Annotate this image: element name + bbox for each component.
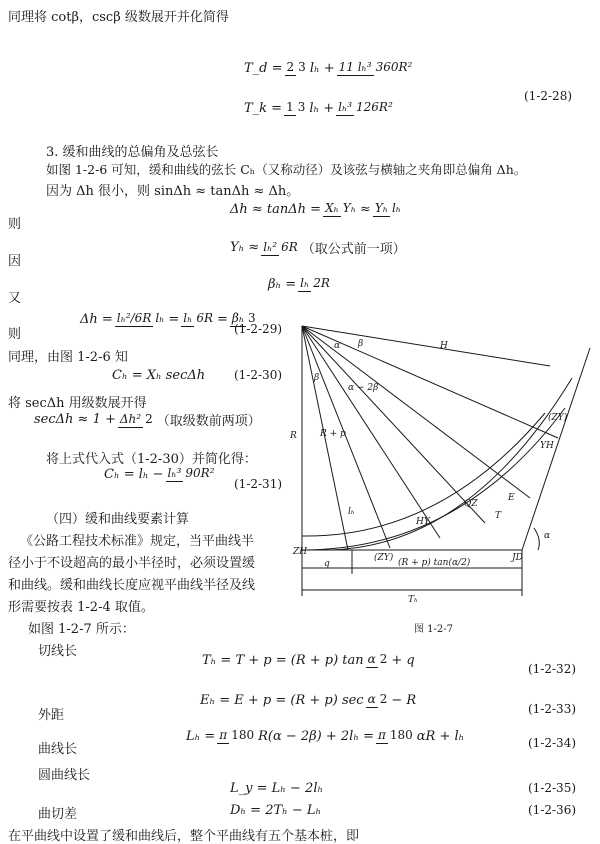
paragraph: 将上式代入式（1-2-30）并简化得： — [46, 452, 257, 467]
frac-num: α — [367, 652, 376, 666]
label-QZ: QZ — [464, 499, 478, 509]
frac-den: 90R² — [185, 466, 215, 480]
label-JD: JD — [512, 553, 523, 563]
paragraph: 和曲线。缓和曲线长度应视平曲线半径及线 — [8, 578, 256, 593]
label-T: T — [495, 511, 502, 521]
frac-den: 3 — [297, 100, 306, 114]
equation-lh — [186, 728, 464, 744]
label-beta: β — [358, 339, 364, 349]
label-alpha-2beta: α − 2β — [348, 383, 379, 393]
eq-bh-frac — [298, 276, 332, 292]
frac-den: 6R — [196, 311, 213, 325]
label-E: E — [508, 493, 515, 503]
label-yuanquxian: 圆曲线长 — [38, 768, 91, 783]
label-ZY: (ZY) — [374, 553, 394, 563]
frac-num: Δh² — [119, 411, 142, 426]
label-beta: β — [314, 373, 320, 383]
frac-den: 2 — [379, 652, 388, 666]
frac-den: 180 — [389, 728, 413, 742]
label-Rp: R + p — [320, 429, 346, 439]
frac-den: 3 — [248, 311, 256, 325]
label-YH: YH — [540, 441, 554, 451]
eq-th-frac — [366, 652, 390, 668]
frac-den: 2 — [145, 411, 153, 426]
frac-num: Yₕ — [374, 201, 388, 215]
frac-den: 6R — [281, 239, 298, 254]
frac-num: lₕ — [300, 276, 310, 290]
eq-c31-lhs: Cₕ = lₕ − — [104, 466, 164, 482]
frac-num: 11 lₕ³ — [338, 60, 372, 74]
eq-d29-lhs: Δh = — [80, 311, 113, 327]
frac-num: lₕ²/6R — [116, 311, 152, 325]
label-lh: lₕ — [348, 507, 355, 517]
eq-eh-b: − R — [391, 692, 417, 708]
eq-bh-lhs: βₕ = — [268, 276, 297, 292]
frac-den: 2 — [379, 692, 388, 706]
label-HY: HY — [416, 517, 430, 527]
eq-yh-note: （取公式前一项） — [301, 242, 406, 257]
label-alpha-jd: α — [544, 531, 551, 541]
equation-dh — [230, 201, 405, 217]
intro-line: 同理将 cotβ，cscβ 级数展开并化简得 — [8, 10, 229, 25]
equation-sec — [34, 410, 261, 429]
eq-eh-a: Eₕ = E + p = (R + p) sec — [200, 692, 364, 708]
eq-c31-frac — [166, 466, 217, 482]
paragraph: 同理，由图 1-2-6 知 — [8, 350, 128, 365]
paragraph: 在平曲线中设置了缓和曲线后，整个平曲线有五个基本桩，即 — [8, 829, 360, 844]
label-q: q — [324, 559, 330, 569]
label-qiequcha: 曲切差 — [38, 807, 78, 822]
equation-th — [202, 652, 415, 668]
eq-d29-frac1 — [115, 311, 167, 327]
eq-tk-frac1 — [284, 100, 307, 116]
frac-num: Xₕ — [325, 201, 339, 215]
eq-td-frac1 — [285, 60, 308, 76]
eq-tk-lhs: T_k = — [244, 100, 283, 116]
eq-sec-lhs: secΔh ≈ 1 + — [34, 412, 116, 427]
eq-dh-frac2 — [373, 201, 403, 217]
frac-num: 1 — [286, 100, 294, 114]
frac-num: 2 — [286, 60, 295, 74]
eq-sec-note: （取级数前两项） — [156, 414, 261, 429]
equation-dh29 — [80, 311, 260, 327]
equation-number: (1-2-32) — [528, 662, 577, 676]
label-waiju: 外距 — [38, 708, 65, 723]
frac-num: π — [219, 728, 228, 742]
label-quxianchang: 曲线长 — [38, 742, 78, 757]
frac-den: lₕ — [155, 311, 165, 325]
equation-number: (1-2-34) — [528, 736, 577, 750]
word-ze: 则 — [8, 217, 22, 232]
frac-num: βₕ — [231, 311, 245, 325]
tangent-line-2 — [522, 348, 590, 550]
word-ze: 则 — [8, 327, 22, 342]
paragraph: 将 secΔh 用级数展开得 — [8, 396, 147, 411]
paragraph: 如图 1-2-7 所示： — [28, 622, 135, 637]
eq-lh-b: R(α − 2β) + 2lₕ = — [258, 728, 374, 744]
eq-th-a: Tₕ = T + p = (R + p) tan — [202, 652, 364, 668]
label-alpha: α — [334, 341, 341, 351]
equation-td — [244, 60, 416, 76]
equation-number: (1-2-33) — [528, 702, 577, 716]
eq-dh-lhs: Δh ≈ tanΔh = — [230, 201, 322, 217]
eq-approx: ≈ — [359, 201, 371, 217]
frac-den: 180 — [231, 728, 255, 742]
frac-num: lₕ³ — [167, 466, 182, 480]
section-heading: （四）缓和曲线要素计算 — [46, 512, 190, 527]
equation-number: (1-2-29) — [234, 322, 283, 336]
eq-lh-a: Lₕ = — [186, 728, 216, 744]
paragraph: 径小于不设超高的最小半径时，必须设置缓 — [8, 556, 256, 571]
frac-num: lₕ² — [263, 239, 278, 254]
label-R: R — [290, 431, 297, 441]
equation-yh — [230, 238, 406, 257]
eq-lh-frac2 — [376, 728, 415, 744]
figure-caption: 图 1-2-7 — [414, 624, 454, 635]
paragraph: 因为 Δh 很小，则 sinΔh ≈ tanΔh ≈ Δh。 — [46, 184, 300, 199]
equation-dh36: Dₕ = 2Tₕ − Lₕ — [230, 803, 322, 818]
eq-sec-frac — [118, 412, 155, 428]
eq-tk-frac2 — [336, 100, 395, 116]
equation-number: (1-2-35) — [528, 781, 577, 795]
frac-den: 360R² — [375, 60, 413, 74]
equation-c30: Cₕ = Xₕ secΔh — [112, 368, 206, 383]
eq-equals: = — [168, 311, 180, 327]
eq-th-b: + q — [391, 652, 415, 668]
eq-td-mid: lₕ + — [309, 60, 335, 76]
frac-den: 2R — [313, 276, 330, 290]
figure-1-2-7 — [290, 318, 595, 618]
label-tan: (R + p) tan(α/2) — [398, 558, 471, 568]
equation-c31 — [104, 466, 219, 482]
curve-outer — [330, 378, 572, 550]
word-yin: 因 — [8, 254, 22, 269]
eq-eh-frac — [366, 692, 390, 708]
paragraph: 形需要按表 1-2-4 取值。 — [8, 600, 154, 615]
eq-td-frac2 — [337, 60, 415, 76]
frac-num: lₕ — [183, 311, 193, 325]
equation-number: (1-2-36) — [528, 803, 577, 817]
eq-dh-frac1 — [323, 201, 358, 217]
paragraph: 如图 1-2-6 可知，缓和曲线的弦长 Cₕ（又称动径）及该弦与横轴之夹角即总偏角 Δh。 — [46, 162, 527, 177]
equation-bh — [268, 276, 334, 292]
eq-tk-mid: lₕ + — [309, 100, 335, 116]
label-qiexian: 切线长 — [38, 644, 78, 659]
eq-td-lhs: T_d = — [244, 60, 283, 76]
equation-ly: L_y = Lₕ − 2lₕ — [230, 781, 324, 796]
eq-d29-frac2 — [181, 311, 215, 327]
paragraph: 《公路工程技术标准》规定，当平曲线半 — [20, 534, 255, 549]
eq-lh-c: αR + lₕ — [416, 728, 465, 744]
frac-num: π — [377, 728, 386, 742]
frac-num: lₕ³ — [338, 100, 353, 114]
frac-den: Yₕ — [342, 201, 356, 215]
equation-eh — [200, 692, 416, 708]
equation-tk — [244, 100, 397, 116]
frac-num: α — [367, 692, 376, 706]
eq-yh-frac — [261, 240, 300, 256]
equation-number: (1-2-31) — [234, 477, 283, 491]
section-heading: 3. 缓和曲线的总偏角及总弦长 — [46, 145, 219, 160]
label-ZY2: (ZY) — [548, 413, 568, 423]
label-H: H — [440, 341, 448, 351]
frac-den: 3 — [298, 60, 306, 74]
eq-lh-frac1 — [217, 728, 256, 744]
label-Th: Tₕ — [408, 595, 418, 605]
label-ZH: ZH — [293, 547, 308, 557]
eq-yh-lhs: Yₕ ≈ — [230, 240, 260, 255]
frac-den: lₕ — [391, 201, 401, 215]
equation-number: (1-2-30) — [234, 368, 283, 382]
frac-den: 126R² — [356, 100, 393, 114]
equation-number: (1-2-28) — [524, 89, 573, 103]
word-you: 又 — [8, 291, 22, 306]
eq-equals: = — [217, 311, 228, 327]
